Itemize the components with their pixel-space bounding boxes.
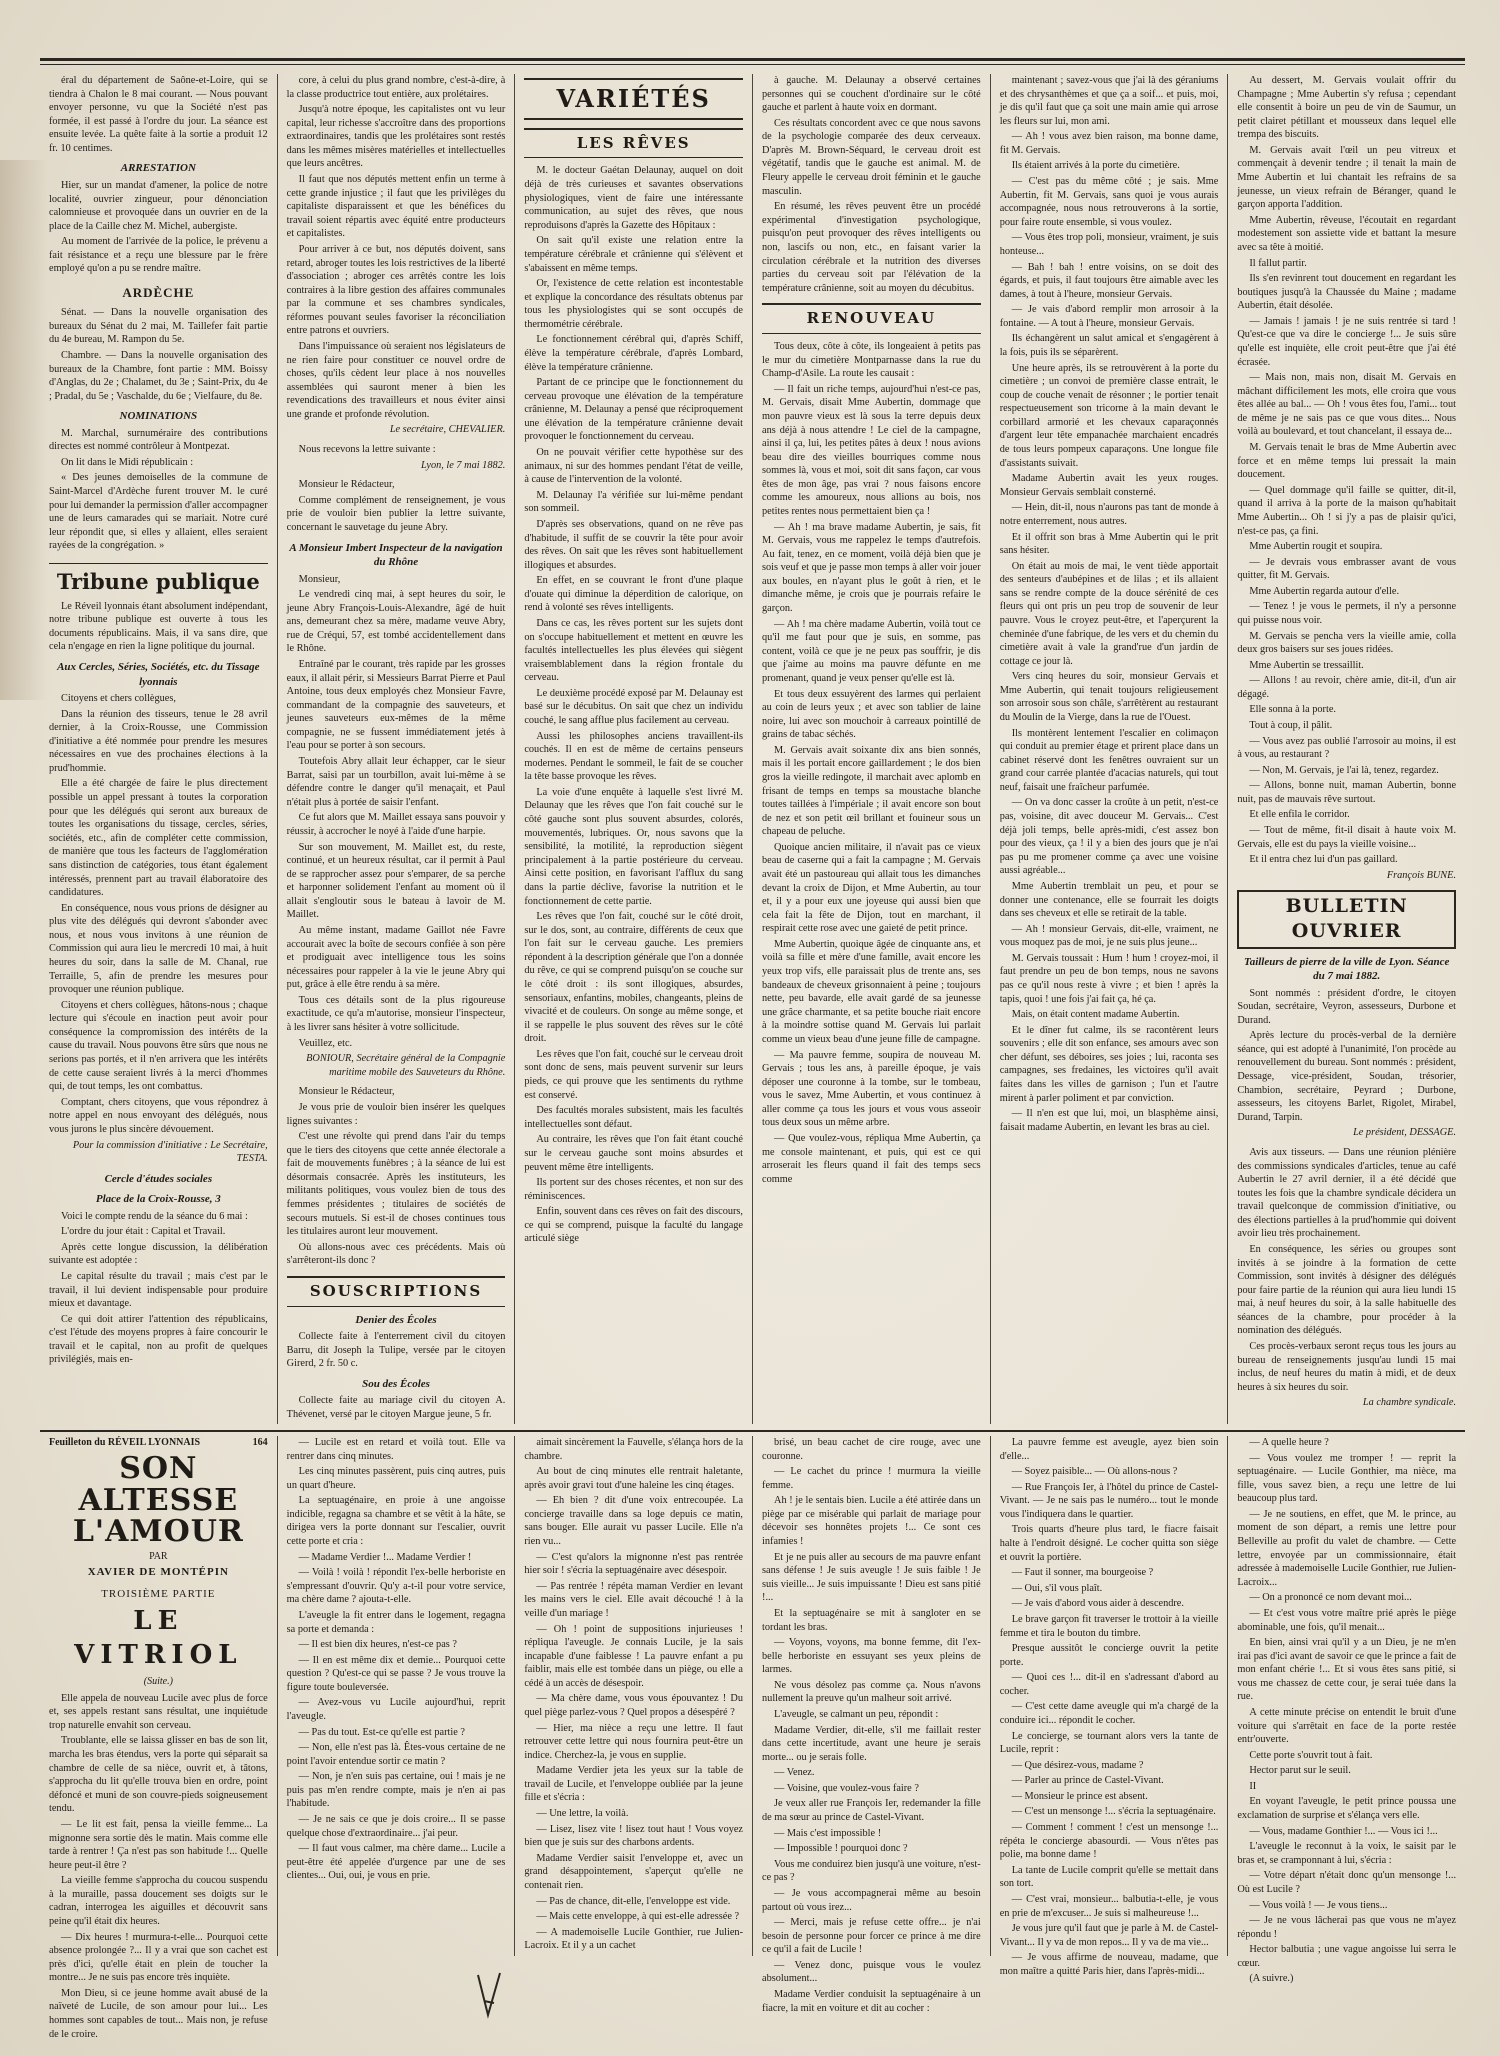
paragraph: Quoique ancien militaire, il n'avait pas ce vieux beau de caserne qui a fait la campagne ; M. Gervais avait été un pastoureau qui allait tous les dimanches devant la croix de Dijon, et Mme Aubertin, au tour et, il y a pour eux une joyeuse qui aussi bien que cela fait la fête de Dijon, tout en marchant, il respirait cette rose avec une gaieté de petit prince. xyxy=(762,841,981,935)
paragraph: Monsieur le Rédacteur, xyxy=(298,479,395,491)
feuilleton-paragraph: Le concierge, se tournant alors vers la tante de Lucile, reprit : xyxy=(999,1730,1219,1756)
upper-columns xyxy=(40,74,1465,1424)
paragraph: Mme Aubertin tremblait un peu, et pour se donner une contenance, elle se fourrait les doigts dans ses cheveux et elle se retirait de la table. xyxy=(999,880,1219,920)
paragraph: — Jamais ! jamais ! je ne suis rentrée si tard ! Qu'est-ce que va dire le concierge !... Je suis sûre qu'elle est inquiète, elle croit peut-être que j'ai été écrasée. xyxy=(1237,315,1457,368)
subheading: NOMINATIONS xyxy=(119,410,198,423)
paragraph: Le vendredi cinq mai, à sept heures du soir, le jeune Abry François-Louis-Alexandre, âgé de huit ans, demeurant chez sa mère, madame veuve Abry, rue de Créqui, 57, est tombé accidentellement dans le Rhône. xyxy=(286,589,506,655)
paragraph: — Allons, bonne nuit, maman Aubertin, bonne nuit, pas de mauvais rêve surtout. xyxy=(1237,780,1457,805)
paragraph: Collecte faite au mariage civil du citoyen A. Thévenet, versé par le citoyen Margue jeune, 5 fr. xyxy=(286,1395,506,1420)
paragraph: On sait qu'il existe une relation entre la température cérébrale et crânienne qui s'élèvent et s'abaissent en même temps. xyxy=(524,235,744,274)
boxed-heading: LES RÊVES xyxy=(524,128,743,159)
paragraph: — Non, M. Gervais, je l'ai là, tenez, regardez. xyxy=(1249,764,1439,776)
feuilleton-paragraph: — Oh ! point de suppositions injurieuses ! répliqua l'aveugle. Je connais Lucile, je la sais incapable d'une faiblesse ! La pauvre enfant a pu faiblir, mais elle est tombée dans un piège, ou elle a cédé à un accès de désespoir. xyxy=(524,1623,744,1689)
feuilleton-paragraph: — Parler au prince de Castel-Vivant. xyxy=(1011,1775,1164,1787)
feuilleton-paragraph: Et la septuagénaire se mit à sangloter en se tordant les bras. xyxy=(762,1607,981,1633)
paragraph: Partant de ce principe que le fonctionnement du cerveau provoque une élévation de la température crânienne, M. Delaunay a pensé que réciproquement une élévation de la température crânienne devait provoquer le fonctionnement du cerveau. xyxy=(524,377,744,443)
feuilleton-paragraph: En voyant l'aveugle, le petit prince poussa une exclamation de surprise et s'élança vers elle. xyxy=(1237,1796,1457,1822)
paragraph: Monsieur le Rédacteur, xyxy=(298,1086,395,1098)
feuilleton-paragraph: Les cinq minutes passèrent, puis cinq autres, puis un quart d'heure. xyxy=(286,1466,506,1491)
feuilleton-paragraph: — Que désirez-vous, madame ? xyxy=(1011,1759,1144,1771)
paragraph: — Ma pauvre femme, soupira de nouveau M. Gervais ; tous les ans, à pareille époque, je vais déposer une couronne à la tombe, sur le tombeau, vous le savez, Mme Aubertin, et vous continuez à aller comme ça tous les jours et vous vous asseoir tous deux sous un même arbre. xyxy=(762,1049,981,1129)
feuilleton-paragraph: aimait sincèrement la Fauvelle, s'élança hors de la chambre. xyxy=(524,1437,744,1462)
paragraph: — Ah ! ma chère madame Aubertin, voilà tout ce qu'il me faut pour que je suis, en somme, pas content, voilà ce que je ne peux pas souffrir, je dis que j'aime au moins ma pauvre défunte en me promenant, quand je veux penser qu'elle est là. xyxy=(762,618,981,684)
feuilleton-paragraph: Trois quarts d'heure plus tard, le fiacre faisait halte à l'endroit désigné. Le cocher quitta son siège et ouvrit la portière. xyxy=(999,1524,1219,1563)
paragraph: Mme Aubertin se tressaillit. xyxy=(1249,659,1364,671)
signature: François BUNE. xyxy=(1386,869,1457,881)
paragraph: C'est une révolte qui prend dans l'air du temps que le tiers des citoyens que cette année électorale a fait de mouvements funèbres ; à la séance de lui est désormais consacrée. Après les instituteurs, les militants politiques, vous voulez bien de tous des femmes présidentes ; titulaires de sociétés de secours mutuels. Si est-il de choses continues tous les titulaires auront leur mouvement. xyxy=(286,1131,506,1238)
feuilleton-header-label: Feuilleton du RÉVEIL LYONNAIS xyxy=(49,1437,201,1448)
paragraph: M. Gervais avait soixante dix ans bien sonnés, mais il les portait encore gaillardement ; le dos bien gros la vieille redingote, il marchait avec aplomb en frisant de temps en temps sa moustache blanche toutes taillées à l'impériale ; il avait encore son bout de nez et son petit œil brillant et fouineur sous un chapeau de peluche. xyxy=(762,744,981,838)
signature: Pour la commission d'initiative : Le Secrétaire, TESTA. xyxy=(72,1139,268,1165)
paragraph: Ils s'en revinrent tout doucement en regardant les boutiques jusqu'à la Chaussée du Maine ; madame Aubertin, était désolée. xyxy=(1237,273,1457,312)
feuilleton-paragraph: Madame Verdier, dit-elle, s'il me faillait rester dans cette incertitude, avant une heure je serais morte... ou je serais folle. xyxy=(762,1724,981,1763)
feuilleton-part: TROISIÈME PARTIE xyxy=(101,1588,216,1601)
feuilleton-paragraph: II xyxy=(1249,1780,1257,1792)
paragraph: — Bah ! bah ! entre voisins, on se doit des égards, et puis, il faut toujours être aimable avec les dames, à tout à l'heure, monsieur Gervais. xyxy=(999,261,1219,300)
paragraph: — Vous avez pas oublié l'arrosoir au moins, il est à vous, au restaurant ? xyxy=(1237,735,1457,761)
subheading: Denier des Écoles xyxy=(355,1313,437,1326)
feuilleton-paragraph: — Il en est même dix et demie... Pourquoi cette question ? Qu'est-ce qui se passe ? Je vous trouve la figure toute bouleversée. xyxy=(286,1654,506,1693)
paragraph: — Que voulez-vous, répliqua Mme Aubertin, ça me console maintenant, et puis, qui est ce qui arroserait les fleurs quand il fait des temps secs comme xyxy=(762,1133,981,1185)
feuilleton-paragraph: — Vous voilà ! — Je vous tiens... xyxy=(1249,1899,1388,1911)
paragraph: En effet, en se couvrant le front d'une plaque d'ouate qui diminue la déperdition de calorique, on rend à volonté ses rêves intelligents. xyxy=(524,575,744,614)
paragraph: La voie d'une enquête à laquelle s'est livré M. Delaunay que les rêves que l'on fait couché sur le côté gauche sont plus souvent absurdes, colorés, mouvementés, lubriques. Or, nous savons que la sensibilité, la motilité, la reproduction siègent principalement à la partie postérieure du cerveau. Ainsi cette position, en favorisant l'afflux du sang dans la partie déclive, favorise la nutrition et le fonctionnement de cette partie. xyxy=(524,786,744,907)
feuilleton-paragraph: — Mais c'est impossible ! xyxy=(774,1827,882,1839)
paragraph: En conséquence, les séries ou groupes sont invités à se joindre à la formation de cette Commission, sont invités à désigner des délégués pour faire partie de la réunion qui aura lieu lundi 15 mai, à neuf heures du soir, à la salle habituelle des séances de la chambre, pour procéder à la nomination des délégués. xyxy=(1237,1243,1457,1337)
paragraph: L'ordre du jour était : Capital et Travail. xyxy=(61,1226,226,1238)
paragraph: Dans la réunion des tisseurs, tenue le 28 avril dernier, à la Croix-Rousse, une Commission d'initiative a été nommée pour prendre les mesures nécessaires en vue des prochaines élections à la prud'hommie. xyxy=(49,708,268,774)
top-rule-thin xyxy=(40,64,1465,65)
feuilleton-paragraph: Ah ! je le sentais bien. Lucile a été attirée dans un piège par ce misérable qui parlait de mariage pour décevoir ses honnêtes projets !... Ce sont ces infamies ! xyxy=(762,1495,981,1548)
feuilleton-paragraph: Ne vous désolez pas comme ça. Nous n'avons nullement la preuve qu'un malheur soit arrivé. xyxy=(762,1679,981,1705)
paragraph: On ne pouvait vérifier cette hypothèse sur des animaux, ni sur des hommes pendant l'état de veille, à cause de l'intervention de la volonté. xyxy=(524,447,744,486)
paragraph: Au dessert, M. Gervais voulait offrir du Champagne ; Mme Aubertin s'y refusa ; cependant elle consentit à boire un peu de vin de Saumur, un petit clairet pétillant et mousseux dans lequel elle trempa des biscuits. xyxy=(1237,75,1457,141)
feuilleton-paragraph: — Pas du tout. Est-ce qu'elle est partie ? xyxy=(298,1726,465,1738)
feuilleton-paragraph: Cette porte s'ouvrit tout à fait. xyxy=(1249,1749,1373,1761)
paragraph: Dans l'impuissance où seraient nos législateurs de ne rien faire pour constituer ce nouvel ordre de choses, qu'ils cèdent leur place à nos nouvelles assemblées qui sauront mener à bien les revendications des travailleurs et nous éviter ainsi une grande et profonde révolution. xyxy=(286,340,506,420)
paragraph: Ce qui doit attirer l'attention des républicains, c'est l'étude des moyens propres à faire concourir le travail et le capital, non au profit de quelques privilégiés, mais en- xyxy=(49,1313,268,1366)
feuilleton-paragraph: — Eh bien ? dit d'une voix entrecoupée. La concierge travaille dans sa loge depuis ce matin, sans bouger. Elle aurait vu passer Lucile. Elle n'a rien vu... xyxy=(524,1495,744,1548)
paragraph: Ce fut alors que M. Maillet essaya sans pouvoir y réussir, à accrocher le noyé à l'aide d'une harpie. xyxy=(286,812,506,837)
paragraph: — Hein, dit-il, nous n'aurons pas tant de monde à notre enterrement, nous autres. xyxy=(999,502,1219,527)
paragraph: Les rêves que l'on fait, couché sur le côté droit, sur le dos, sont, au contraire, différents de ceux que l'on fait sur le cerveau gauche. Les premiers répondent à la description générale que l'on a donnée du rêve, ce qui se comprend puisqu'on se couche sur le côté droit : ils sont illogiques, absurdes, sensoriaux, enfantins, mobiles, changeants, pleins de vivacité et de couleurs. On songe au même songe, et il se rappelle le plus souvent des rêves sur le côté droit. xyxy=(524,911,744,1045)
feuilleton-paragraph: Hector parut sur le seuil. xyxy=(1249,1765,1351,1777)
feuilleton-paragraph: Hector balbutia ; une vague angoisse lui serra le cœur. xyxy=(1237,1944,1457,1969)
feuilleton-paragraph: Mon Dieu, si ce jeune homme avait abusé de la naïveté de Lucile, de son amour pour lui... Les hommes sont capables de tout... Mais non, je refuse de le croire. xyxy=(49,1987,268,2040)
paragraph: Le deuxième procédé exposé par M. Delaunay est basé sur le décubitus. On sait que chez un individu couché, le sang afflue plus facilement au cerveau. xyxy=(524,687,744,727)
feuilleton-paragraph: — Non, je n'en suis pas certaine, oui ! mais je ne puis pas m'en rendre compte, mais je n'en ai pas l'habitude. xyxy=(286,1771,506,1810)
paragraph: — C'est pas du même côté ; je sais. Mme Aubertin, fit M. Gervais, sans quoi je vous aurais accompagnée, nous nous retrouverons à la sortie, pour faire route ensemble, si vous voulez. xyxy=(999,176,1219,228)
feuilleton-header xyxy=(49,1436,268,1449)
paragraph: Ces procès-verbaux seront reçus tous les jours au bureau de renseignements jusqu'au lundi 15 mai inclus, de neuf heures du matin à midi, et de deux heures à six heures du soir. xyxy=(1237,1341,1457,1393)
italic-note: Place de la Croix-Rousse, 3 xyxy=(95,1193,221,1206)
paragraph: Sur son mouvement, M. Maillet est, du reste, continué, et un heureux résultat, car il permit à Paul de se rapprocher assez pour s'emparer, de sa perche et harponner solidement l'enfant au moment où il allait s'engloutir sous le bateau à lavoir de M. Maillet. xyxy=(286,841,506,921)
feuilleton-paragraph: Je vous jure qu'il faut que je parle à M. de Castel-Vivant... Il y va de mon repos... Il y va de ma vie... xyxy=(999,1923,1219,1948)
subheading: Sou des Écoles xyxy=(362,1377,430,1390)
feuilleton-paragraph: — Et c'est vous votre maître prié après le piège abominable, une fois, qu'il menait... xyxy=(1237,1607,1457,1633)
feuilleton-paragraph: — Vous voulez me tromper ! — reprit la septuagénaire. — Lucile Gonthier, ma nièce, ma fille, vous savez bien, a reçu une lettre de lui beaucoup plus tard. xyxy=(1237,1452,1457,1505)
column-5 xyxy=(991,74,1229,1424)
paragraph: Le capital résulte du travail ; mais c'est par le travail, il lui devient indispensable pour produire mieux et davantage. xyxy=(49,1271,268,1310)
feuilleton-paragraph: — Quoi ces !... dit-il en s'adressant d'abord au cocher. xyxy=(999,1672,1219,1697)
paragraph: — Allons ! au revoir, chère amie, dit-il, d'un air dégagé. xyxy=(1237,675,1457,700)
paragraph: Citoyens et chers collègues, xyxy=(61,693,176,705)
feuilleton-paragraph: Madame Verdier saisit l'enveloppe et, avec un grand désappointement, s'aperçut qu'elle ne contenait rien. xyxy=(524,1852,744,1891)
subheading: ARRESTATION xyxy=(120,162,196,175)
paragraph: Toutefois Abry allait leur échapper, car le sieur Barrat, saisi par un tourbillon, avait lui-même à se défendre contre le danger qu'il menaçait, et Paul n'était plus à portée de saisir l'enfant. xyxy=(286,756,506,808)
paragraph: Il fallut partir. xyxy=(1249,257,1307,269)
feuilleton-paragraph: — Le lit est fait, pensa la vieille femme... La mignonne sera sortie dès le matin. Mais comme elle tarde à rentrer ! Ça n'est pas son habitude !... Quelle heure peut-il être ? xyxy=(49,1818,268,1871)
feuilleton-paragraph: — Je ne vous lâcherai pas que vous ne m'ayez répondu ! xyxy=(1237,1915,1457,1940)
feuilleton-column-1 xyxy=(40,1436,278,2040)
pen-mark xyxy=(470,1965,510,2025)
paragraph: Au moment de l'arrivée de la police, le prévenu a fait résistance et a reçu une blessure par le frère employé qu'on a pu se rendre maître. xyxy=(49,236,268,275)
subheading: Cercle d'études sociales xyxy=(104,1172,213,1185)
feuilleton-paragraph: — Je vous accompagnerai même au besoin partout où vous irez... xyxy=(762,1887,981,1913)
feuilleton-paragraph: Madame Verdier conduisit la septuagénaire à un fiacre, la mit en voiture et dit au cocher : xyxy=(762,1988,981,2014)
feuilleton-paragraph: Le brave garçon fit traverser le trottoir à la vieille femme et tira le bouton du timbre. xyxy=(999,1613,1219,1639)
paragraph: Mme Aubertin rougit et soupira. xyxy=(1249,541,1383,553)
feuilleton-paragraph: La vieille femme s'approcha du coucou suspendu à la muraille, passa doucement ses doigts sur le cadran, interrogea les aiguilles et découvrit sans peine qu'il était dix heures. xyxy=(49,1875,268,1927)
feuilleton-text-1 xyxy=(49,1692,268,2041)
paragraph: Et il offrit son bras à Mme Aubertin qui le prit sans hésiter. xyxy=(999,531,1219,557)
paragraph: Et le dîner fut calme, ils se racontèrent leurs souvenirs ; elle dit son enfance, ses amours avec son cher défunt, ses déboires, ses joies ; lui, raconta ses campagnes, ses fredaines, les victoires qu'il avait faites dans les villes de garnison ; l'un et l'autre mirent à parler poliment et par conviction. xyxy=(999,1024,1219,1104)
feuilleton-paragraph: A cette minute précise on entendit le bruit d'une voiture qui s'arrêtait en face de la porte restée entr'ouverte. xyxy=(1237,1706,1457,1746)
feuilleton-paragraph: La pauvre femme est aveugle, ayez bien soin d'elle... xyxy=(999,1437,1219,1462)
paragraph: Mme Aubertin regarda autour d'elle. xyxy=(1249,585,1400,597)
feuilleton-paragraph: — Voisine, que voulez-vous faire ? xyxy=(774,1782,919,1794)
feuilleton-paragraph: — Je vous affirme de nouveau, madame, que mon maître a quitté Paris hier, dans l'après-midi... xyxy=(999,1952,1219,1977)
signature: Lyon, le 7 mai 1882. xyxy=(420,459,506,471)
feuilleton-paragraph: Presque aussitôt le concierge ouvrit la petite porte. xyxy=(999,1643,1219,1668)
paragraph: Or, l'existence de cette relation est incontestable et explique la concordance des résultats obtenus par tous les physiologistes qui se sont occupés de thermométrie cérébrale. xyxy=(524,278,744,330)
section-title: Tribune publique xyxy=(49,563,268,596)
paragraph: — On va donc casser la croûte à un petit, n'est-ce pas, voisine, dit avec douceur M. Gervais... C'est déjà joli temps, belle après-midi, c'est assez bon pour des vieux, ça ! il y a bien des jours que je n'ai pas pu me promener comme ça avec une voisine aussi agréable... xyxy=(999,797,1219,877)
feuilleton-paragraph: — Il faut vous calmer, ma chère dame... Lucile a peut-être été appelée d'urgence par une de ses clientes... Oui, oui, je vous en prie. xyxy=(286,1843,506,1882)
paragraph: — Tout de même, fit-il disait à haute voix M. Gervais, elle est du pays la vieille voisine... xyxy=(1237,825,1457,850)
feuilleton-paragraph: L'aveugle la fit entrer dans le logement, regagna sa porte et demanda : xyxy=(286,1609,506,1635)
paragraph: Hier, sur un mandat d'amener, la police de notre localité, ouvrier zingueur, pour dénonciation calomnieuse et provoquée dans un ouvrier en de la place de la Caille chez M. Michel, aubergiste. xyxy=(49,179,268,232)
column-6 xyxy=(1228,74,1465,1424)
paragraph: Tous ces détails sont de la plus rigoureuse exactitude, ce qu'a m'autorise, monsieur l'inspecteur, à les livrer sans hésiter à votre sollicitude. xyxy=(286,994,506,1034)
feuilleton-paragraph: Je veux aller rue François Ier, redemander la fille de ma sœur au prince de Castel-Vivant. xyxy=(762,1798,981,1824)
paragraph: Ils portent sur des choses récentes, et non sur des réminiscences. xyxy=(524,1177,744,1202)
paragraph: Et tous deux essuyèrent des larmes qui perlaient au coin de leurs yeux ; et avec son tablier de laine noire, lui avec son mouchoir à carreaux pointillé de grains de tabac séchés. xyxy=(762,688,981,741)
feuilleton-paragraph: — Lucile est en retard et voilà tout. Elle va rentrer dans cinq minutes. xyxy=(286,1437,506,1462)
paragraph: Collecte faite à l'enterrement civil du citoyen Barru, dit Joseph la Tulipe, versée par le citoyen Girerd, 2 fr. 50 c. xyxy=(286,1331,506,1370)
paragraph: M. Gervais toussait : Hum ! hum ! croyez-moi, il faut prendre un peu de bon temps, nous ne savons pas ce qu'il nous reste à vivre ; et bien ! après la tapis, quoi ! une fois j'ai fait ça, hé ça. xyxy=(999,952,1219,1005)
column-2 xyxy=(278,74,516,1424)
paragraph: En résumé, les rêves peuvent être un procédé expérimental d'investigation psychologique, puisqu'on peut provoquer des rêves intelligents ou non, lascifs ou non, etc., en faisant varier la circulation cérébrale et la nutrition des diverses parties du cerveau soit par l'élévation de la température crânienne, soit au moyen du décubitus. xyxy=(762,201,981,294)
paragraph: M. le docteur Gaétan Delaunay, auquel on doit déjà de très curieuses et savantes observations physiologiques, vient de faire une intéressante communication, au sujet des rêves, que nous reproduisons d'après la Gazette des Hôpitaux : xyxy=(524,165,744,231)
feuilleton-paragraph: — Ma chère dame, vous vous épouvantez ! Du quel piège parlez-vous ? Quel propos a désespéré ? xyxy=(524,1693,744,1718)
feuilleton-chapter: LE VITRIOL xyxy=(74,1605,243,1671)
italic-note: A Monsieur Imbert Inspecteur de la navigation du Rhône xyxy=(289,541,503,569)
paragraph: Veuillez, etc. xyxy=(298,1037,353,1049)
column-4 xyxy=(753,74,991,1424)
feuilleton-title: SON ALTESSE L'AMOUR xyxy=(72,1451,244,1550)
paragraph: — Je vais d'abord remplir mon arrosoir à la fontaine. — A tout à l'heure, monsieur Gervais. xyxy=(999,304,1219,329)
feuilleton-paragraph: — Voilà ! voilà ! répondit l'ex-belle herboriste en s'empressant d'ouvrir. Qu'y a-t-il pour votre service, ma chère dame ? ajouta-t-elle. xyxy=(286,1567,506,1606)
feuilleton-paragraph: Troublante, elle se laissa glisser en bas de son lit, marcha les bras étendus, vers la porte qui séparait sa chambre de celle de sa nièce, ouvrit et, à tâtons, s'approcha du lit qu'elle trouva bien en ordre, point défoncé et muni de son couvre-pieds soigneusement tendu. xyxy=(49,1735,268,1815)
feuilleton-paragraph: — Comment ! comment ! c'est un mensonge !... répéta le concierge abasourdi. — Vous n'êtes pas polie, ma bonne dame ! xyxy=(999,1822,1219,1861)
feuilleton-paragraph: (A suivre.) xyxy=(1249,1973,1294,1985)
paragraph: Le Réveil lyonnais étant absolument indépendant, notre tribune publique est ouverte à tous les documents républicains. Mais, il va sans dire, que cela n'engage en rien la ligne politique du journal. xyxy=(49,600,268,653)
feuilleton-paragraph: — Une lettre, la voilà. xyxy=(536,1808,629,1820)
paragraph: maintenant ; savez-vous que j'ai là des géraniums et des chrysanthèmes et que ça a soif... et puis, moi, je dis qu'il faut que ça soit une main amie qui arrose les fleurs sur lui, mon ami. xyxy=(999,75,1219,127)
feuilleton-paragraph: — Voyons, voyons, ma bonne femme, dit l'ex-belle herboriste en essuyant ses yeux pleins de larmes. xyxy=(762,1637,981,1676)
feuilleton-paragraph: — C'est cette dame aveugle qui m'a chargé de la conduire ici... répondit le cocher. xyxy=(999,1701,1219,1726)
feuilleton-paragraph: Vous me conduirez bien jusqu'à une voiture, n'est-ce pas ? xyxy=(762,1858,981,1884)
feuilleton-paragraph: brisé, un beau cachet de cire rouge, avec une couronne. xyxy=(762,1437,981,1462)
feuilleton-paragraph: — Je ne sais ce que je dois croire... Il se passe quelque chose d'extraordinaire... j'ai peur. xyxy=(286,1814,506,1839)
paragraph: « Des jeunes demoiselles de la commune de Saint-Marcel d'Ardèche furent trouver M. le curé pour lui demander la permission d'aller accompagner une de leurs camarades qui se mariait. Notre curé leur répondit que, si elles y allaient, elles seraient rayées de la congrégation. » xyxy=(49,472,268,552)
paragraph: Tout à coup, il pâlit. xyxy=(1249,720,1333,732)
column-1 xyxy=(40,74,278,1424)
feuilleton-paragraph: L'aveugle le reconnut à la voix, le saisit par le bras et, se cramponnant à lui, s'écria : xyxy=(1237,1841,1457,1866)
paragraph: core, à celui du plus grand nombre, c'est-à-dire, à la classe productrice tout entière, aux prolétaires. xyxy=(286,75,506,100)
feuilleton-paragraph: Et je ne puis aller au secours de ma pauvre enfant sans défense ! Je suis aveugle ! Je suis faible ! Je suis vieille... Je suis impuissante ! Dieu est sans pitié !... xyxy=(762,1551,981,1604)
feuilleton-paragraph: — C'est vrai, monsieur... balbutia-t-elle, je vous en prie de m'excuser... Je suis si malheureuse !... xyxy=(999,1893,1219,1919)
paragraph: Au même instant, madame Gaillot née Favre accourait avec la boîte de secours confiée à son père et prodiguait avec intelligence tous les soins nécessaires pour rappeler à la vie le jeune Abry qui put, grâce à elle être rendu à sa mère. xyxy=(286,924,506,991)
paragraph: Après lecture du procès-verbal de la dernière séance, qui est adopté à l'unanimité, l'on procède au renouvellement du bureau. Sont nommés : président, Dessage, vice-président, Soudan, trésorier, Chambion, secrétaire, Peyrard ; Durbone, assesseurs, les citoyens Barlet, Rigolet, Mirabel, Durand, Tarpin. xyxy=(1237,1030,1457,1123)
paragraph: M. Gervais tenait le bras de Mme Aubertin avec force et en même temps lui pressait la main doucement. xyxy=(1237,442,1457,481)
paragraph: Une heure après, ils se retrouvèrent à la porte du cimetière ; un convoi de première classe entrait, le coup de couche venait de résonner ; le portier tenait respectueusement son tricorne à la main devant le corbillard armorié et les chevaux caparaçonnés d'argent leur tête empanachée marchaient encadrés de tous leurs pompeux caparaçons. Une longue file d'assistants suivait. xyxy=(999,362,1219,469)
signature: Le secrétaire, CHEVALIER. xyxy=(389,424,506,436)
paragraph: — Il fait un riche temps, aujourd'hui n'est-ce pas, M. Gervais, disait Mme Aubertin, dommage que mon pauvre vieux est là sous la terre depuis deux ans déjà à nous attendre ! Le ciel de la campagne, ainsi il ça, lui, les petites pâtes à deux ! nous avions beau dire des vieilles bourriques comme nous sommes là, vous et moi, soit dit sans façon, car vous êtes de mon âge, pas vrai ? nous faisons encore comme les amoureux, nous allions au bois, nos petites rentes nous permettaient bien ça ! xyxy=(762,383,981,517)
paragraph: Citoyens et chers collègues, hâtons-nous ; chaque lecture qui s'écoule en inaction peut avoir pour conséquence la compromission des intérêts de la cause du travail. Nous pouvons être sûrs que nous ne serions pas portés, et il n'en arrivera que les intérêts de cette cause seraient livrés à la merci d'hommes qui, de tout temps, les ont combattus. xyxy=(49,999,268,1093)
feuilleton-paragraph: — On a prononcé ce nom devant moi... xyxy=(1249,1592,1412,1604)
paragraph: M. Marchal, surnuméraire des contributions directes est nommé contrôleur à Montpezat. xyxy=(49,427,268,453)
paragraph: — Mais non, mais non, disait M. Gervais en mâchant difficilement les mots, elle croira que vous êtes allée au bal... — Oh ! vous êtes fou, l'ami... tout de même je ne sais pas ce que vous dites... Nous voilà au boulevard, et tout chancelant, il essaya de... xyxy=(1237,372,1457,438)
paragraph: Monsieur, xyxy=(298,573,341,585)
feuilleton-column-3 xyxy=(515,1436,753,1956)
section-title: VARIÉTÉS xyxy=(524,78,743,120)
paragraph: M. Delaunay l'a vérifiée sur lui-même pendant son sommeil. xyxy=(524,489,744,515)
feuilleton-paragraph: — Pas rentrée ! répéta maman Verdier en levant les mains vers le ciel. Elle avait découché ! à la veille d'un mariage ! xyxy=(524,1580,744,1619)
paragraph: Tous deux, côte à côte, ils longeaient à petits pas le mur du cimetière Montparnasse dans la rue du Champ-d'Asile. La route les causait : xyxy=(762,341,981,380)
feuilleton-paragraph: — Venez donc, puisque vous le voulez absolument... xyxy=(762,1959,981,1985)
feuilleton-divider xyxy=(40,1430,1465,1432)
paragraph: On lit dans le Midi républicain : xyxy=(61,456,194,468)
feuilleton-paragraph: — Il est bien dix heures, n'est-ce pas ? xyxy=(298,1639,457,1651)
paragraph: Mme Aubertin, rêveuse, l'écoutait en regardant modestement son assiette vide et battant la mesure avec sa tête à moitié. xyxy=(1237,214,1457,253)
paragraph: à gauche. M. Delaunay a observé certaines personnes qui se couchent d'ordinaire sur le côté gauche et parlent à haute voix en dormant. xyxy=(762,75,981,114)
feuilleton-paragraph: La tante de Lucile comprit qu'elle se mettait dans son tort. xyxy=(999,1864,1219,1890)
feuilleton-paragraph: Madame Verdier jeta les yeux sur la table de travail de Lucile, et l'enveloppe oubliée par la jeune fille et s'écria : xyxy=(524,1765,744,1804)
feuilleton-paragraph: — Pas de chance, dit-elle, l'enveloppe est vide. xyxy=(536,1895,731,1907)
feuilleton-column-4 xyxy=(753,1436,991,2014)
feuilleton-paragraph: Au bout de cinq minutes elle rentrait haletante, après avoir gravi tout d'une haleine les cinq étages. xyxy=(524,1466,744,1491)
paragraph: M. Gervais avait l'œil un peu vitreux et commençait à devenir tendre ; il tenait la main de Mme Aubertin et lui chantait les refrains de sa jeunesse, un vieux refrain de Béranger, quand le garçon apporta l'addition. xyxy=(1237,144,1457,211)
paragraph: En conséquence, nous vous prions de désigner au plus vite des délégués qui devront s'abonder avec nous, et nous vous invitons à une réunion de Commission qui aura lieu le mercredi 10 mai, à huit heures du soir, dans la salle de M. Chanal, rue Terraille, 5, afin de prendre les mesures pour provoquer une réunion publique. xyxy=(49,902,268,996)
feuilleton-paragraph: — Merci, mais je refuse cette offre... je n'ai besoin de personne pour forcer ce prince à me dire ce qu'il a fait de Lucile ! xyxy=(762,1917,981,1956)
paragraph: éral du département de Saône-et-Loire, qui se tiendra à Chalon le 8 mai courant. — Nous pouvant envoyer personne, vu que la Société n'est pas formée, il est passé à l'ordre du jour. La séance est ensuite levée. La quête faite à la sortie a produit 12 fr. 10 centimes. xyxy=(49,75,268,154)
feuilleton-par: PAR xyxy=(149,1550,168,1562)
paragraph: Comme complément de renseignement, je vous prie de vouloir bien publier la lettre suivante, concernant le sauvetage du jeune Abry. xyxy=(286,494,506,533)
paragraph: — Vous êtes trop poli, monsieur, vraiment, je suis honteuse... xyxy=(999,232,1219,257)
feuilleton-paragraph: — Impossible ! pourquoi donc ? xyxy=(774,1843,908,1855)
feuilleton-author: XAVIER DE MONTÉPIN xyxy=(87,1565,229,1578)
paragraph: — Tenez ! je vous le permets, il n'y a personne qui puisse nous voir. xyxy=(1237,601,1457,626)
feuilleton-paragraph: — Faut il sonner, ma bourgeoise ? xyxy=(1011,1567,1154,1579)
paragraph: Sénat. — Dans la nouvelle organisation des bureaux du Sénat du 2 mai, M. Taillefer fait partie du 4e bureau, M. Rampon du 5e. xyxy=(49,307,268,346)
feuilleton-paragraph: — Soyez paisible... — Où allons-nous ? xyxy=(1011,1466,1178,1478)
paragraph: D'après ses observations, quand on ne rêve pas d'habitude, il suffit de se couvrir la tête pour avoir des rêves. On sait que les rêves sont habituellement illogiques et absurdes. xyxy=(524,518,744,571)
paragraph: Ils montèrent lentement l'escalier en colimaçon qui conduit au premier étage et prirent place dans un cabinet réservé dont les fenêtres ouvraient sur un grand cour carrée plantée d'acacias naturels, qui tout neuf, faisait une fraîcheur parfumée. xyxy=(999,727,1219,793)
paragraph: Après cette longue discussion, la délibération suivante est adoptée : xyxy=(49,1241,268,1267)
feuilleton-number: 164 xyxy=(252,1437,268,1448)
feuilleton-paragraph: — Oui, s'il vous plaît. xyxy=(1011,1582,1103,1594)
paragraph: Elle a été chargée de faire le plus directement possible un appel pressant à toutes la corporation pour que les délégués qui seront aux bureaux de toutes les organisations du tissage, cercles, séries, sociétés, etc., afin de compléter cette commission, de manière que tous les facteurs de l'agglomération sans distinction de catégories, tous étant également intéressés, prennent part au travail élaboratoire des candidatures. xyxy=(49,778,268,899)
feuilleton-column-2 xyxy=(278,1436,516,1956)
paragraph: Mais, on était content madame Aubertin. xyxy=(1011,1009,1180,1021)
top-rule xyxy=(40,58,1465,61)
paragraph: Madame Aubertin avait les yeux rouges. Monsieur Gervais semblait consterné. xyxy=(999,473,1219,498)
paragraph: Entraîné par le courant, très rapide par les grosses eaux, il allait périr, si Messieurs Barrat Pierre et Paul Antoine, tous deux employés chez Monsieur Favre, commandant de la compagnie des sauveteurs, et jeunes sauveteurs eux-mêmes de la même compagnie, ne se fussent immédiatement jetés à l'eau pour se porter à son secours. xyxy=(286,659,506,752)
feuilleton-suite: (Suite.) xyxy=(143,1675,173,1687)
feuilleton-paragraph: — C'est qu'alors la mignonne n'est pas rentrée hier soir ! s'écria la septuagénaire avec désespoir. xyxy=(524,1551,744,1577)
paragraph: Chambre. — Dans la nouvelle organisation des bureaux de la Chambre, font partie : MM. Boissy d'Anglas, du 2e ; Chalamet, du 3e ; Saint-Prix, du 4e ; Pradal, du 5e ; Vaschalde, du 6e ; Vielfaure, du 8e. xyxy=(49,349,268,402)
paragraph: Vers cinq heures du soir, monsieur Gervais et Mme Aubertin, qui tenait toujours religieusement son arrosoir sous son châle, s'arrêtèrent au restaurant du Moulin de la Vierge, dans la rue de l'Ouest. xyxy=(999,671,1219,724)
paragraph: Le fonctionnement cérébral qui, d'après Schiff, élève la température cérébrale, d'après Lombard, élève la température crânienne. xyxy=(524,334,744,373)
paragraph: Je vous prie de vouloir bien insérer les quelques lignes suivantes : xyxy=(286,1101,506,1127)
paragraph: Pour arriver à ce but, nos députés doivent, sans retard, abroger toutes les lois restrictives de la liberté d'association ; abroger ces arrêtés contre les lois contraires à la libre gestion des affaires communales par la commune et ses chambres syndicales, réformes pouvant seules favoriser la réconciliation entre patrons et ouvriers. xyxy=(286,243,506,337)
signature: La chambre syndicale. xyxy=(1362,1397,1457,1409)
feuilleton-paragraph: — Monsieur le prince est absent. xyxy=(1011,1790,1148,1802)
subheading: Aux Cercles, Séries, Sociétés, etc. du Tissage lyonnais xyxy=(57,660,260,688)
paragraph: — Quel dommage qu'il faille se quitter, dit-il, quand il arriva à la porte de la maison qu'habitait Mme Aubertin... Oh ! si j'y a pas de plaisir qu'ici, n'est-ce pas, ça fini. xyxy=(1237,484,1457,537)
feuilleton-section xyxy=(40,1436,1465,2040)
paragraph: On était au mois de mai, le vent tiède apportait des senteurs d'aubépines et de lilas ; et ils allaient sans se rendre compte de la douce sérénité de ces fleurs qui ont pris un peu trop de souvenir de leur pauvre. Vous le croyez peut-être, et l'aperçurent la cheminée d'une fabrique, de les vers et du chemin du cimetière avait à vale la grand'rue d'un jardin de cottage ce jour là. xyxy=(999,560,1219,667)
paragraph: Comptant, chers citoyens, que vous répondrez à notre appel en nous envoyant des délégués, nous vous jurons le plus sincère dévouement. xyxy=(49,1096,268,1135)
italic-note: Tailleurs de pierre de la ville de Lyon. Séance du 7 mai 1882. xyxy=(1243,955,1450,983)
feuilleton-paragraph: — Je vais d'abord vous aider à descendre. xyxy=(1011,1598,1184,1610)
feuilleton-paragraph: — Rue François Ier, à l'hôtel du prince de Castel-Vivant. — Je ne sais pas le numéro... tout le monde vous l'indiquera dans le quartier. xyxy=(999,1481,1219,1520)
boxed-heading: SOUSCRIPTIONS xyxy=(287,1276,506,1307)
feuilleton-paragraph: — Avez-vous vu Lucile aujourd'hui, reprit l'aveugle. xyxy=(286,1697,506,1722)
paragraph: — Ah ! ma brave madame Aubertin, je sais, fit M. Gervais, vous me rappelez le temps d'autrefois. Au fait, tenez, en ce moment, voilà déjà bien que je sois veuf et que je passe mon temps à aller voir jouer aux boules, en n'ayant plus le goût à rien, et le dimanche même, je crois que je pourrais refaire le garçon. xyxy=(762,521,981,615)
paragraph: Sont nommés : président d'ordre, le citoyen Soudan, secrétaire, Veyron, assesseurs, Durbone et Durand. xyxy=(1237,987,1457,1026)
feuilleton-paragraph: L'aveugle, se calmant un peu, répondit : xyxy=(774,1708,939,1720)
section-heading: ARDÈCHE xyxy=(122,285,195,301)
feuilleton-paragraph: — Je ne soutiens, en effet, que M. le prince, au moment de son départ, a remis une lettre pour Belleville au profit du valet de chambre. — Cette lettre, envoyée par un commissionnaire, était adressée à mademoiselle Lucile Gonthier, rue Julien-Lacroix... xyxy=(1237,1508,1457,1588)
paragraph: — Ah ! monsieur Gervais, dit-elle, vraiment, ne vous moquez pas de moi, je ne suis plus jeune... xyxy=(999,923,1219,949)
feuilleton-paragraph: — Le cachet du prince ! murmura la vieille femme. xyxy=(762,1466,981,1491)
paragraph: Voici le compte rendu de la séance du 6 mai : xyxy=(61,1210,248,1222)
paragraph: Aussi les philosophes anciens travaillent-ils couchés. Il en est de même de certains penseurs modernes. Pendant le sommeil, le fait de se coucher la tête basse provoque les rêves. xyxy=(524,730,744,783)
feuilleton-column-6 xyxy=(1228,1436,1465,1985)
feuilleton-paragraph: La septuagénaire, en proie à une angoisse indicible, regagna sa chambre et se vêtit à la hâte, se dirigea vers la porte donnant sur l'escalier, ouvrit cette porte et cria : xyxy=(286,1495,506,1548)
paragraph: Nous recevons la lettre suivante : xyxy=(298,444,436,456)
paragraph: — Il n'en est que lui, moi, un blasphème ainsi, faisait madame Aubertin, en levant les bras au ciel. xyxy=(999,1108,1219,1133)
column-3 xyxy=(515,74,753,1424)
feuilleton-paragraph: — Mais cette enveloppe, à qui est-elle adressée ? xyxy=(536,1911,740,1923)
feuilleton-paragraph: — Vous, madame Gonthier !... — Vous ici !... xyxy=(1249,1825,1438,1837)
feuilleton-paragraph: En bien, ainsi vrai qu'il y a un Dieu, je ne m'en irai pas d'ici avant de savoir ce que le prince a fait de mon enfant chérie !... Et si vous êtes sans pitié, si vous me chassez de cette cour, je serai tuée dans la rue. xyxy=(1237,1637,1457,1703)
feuilleton-paragraph: Elle appela de nouveau Lucile avec plus de force et, ses appels restant sans résultat, une inquiétude trop naturelle envahit son cerveau. xyxy=(49,1692,268,1731)
paragraph: Il faut que nos députés mettent enfin un terme à cette grande injustice ; il faut que les privilèges du capitaliste disparaissent et que les bénéfices du travail soient répartis avec équité entre producteurs et capitalistes. xyxy=(286,174,506,240)
paragraph: Et il entra chez lui d'un pas gaillard. xyxy=(1249,854,1398,866)
paragraph: Des facultés morales subsistent, mais les facultés intellectuelles sont défaut. xyxy=(524,1105,744,1130)
paragraph: Avis aux tisseurs. — Dans une réunion plénière des commissions syndicales d'articles, tenue au café Aubertin le 27 avril dernier, il a été décidé que toutes les fois que la chambre syndicale décidera un travail quelconque de commission d'initiative, ou des élections partielles à la prud'hommie qui doivent avoir lieu très prochainement. xyxy=(1237,1146,1457,1240)
feuilleton-paragraph: — Hier, ma nièce a reçu une lettre. Il faut retrouver cette lettre qui nous fournira peut-être un indice. Cherchez-la, je vous en supplie. xyxy=(524,1722,744,1761)
paragraph: Les rêves que l'on fait, couché sur le cerveau droit sont donc de sens, mais peuvent survenir sur leurs pieds, ce qui prouve que les sentiments du rythme est conservé. xyxy=(524,1048,744,1101)
feuilleton-paragraph: — Lisez, lisez vite ! lisez tout haut ! Vous voyez bien que je suis sur des charbons ardents. xyxy=(524,1823,744,1849)
paragraph: Dans ce cas, les rêves portent sur les sujets dont on s'occupe habituellement et mettent en œuvre les facultés intellectuelles les plus élevées qui siègent vraisemblablement dans la région frontale du cerveau. xyxy=(524,617,744,684)
boxed-heading: RENOUVEAU xyxy=(762,303,981,334)
feuilleton-paragraph: — Dix heures ! murmura-t-elle... Pourquoi cette absence prolongée ?... Il y a vrai que son cachet est près d'ici, qu'elle était en plein de toucher la montre... Je ne suis pas encore très inquiète. xyxy=(49,1931,268,1984)
paragraph: Où allons-nous avec ces précédents. Mais où s'arrêteront-ils donc ? xyxy=(286,1241,506,1267)
paragraph: Et elle enfila le corridor. xyxy=(1249,809,1350,821)
paragraph: M. Gervais se pencha vers la vieille amie, colla deux gros baisers sur ses joues ridées. xyxy=(1237,630,1457,656)
signature: Le président, DESSAGE. xyxy=(1353,1127,1457,1139)
feuilleton-paragraph: — Venez. xyxy=(774,1767,815,1779)
paragraph: Au contraire, les rêves que l'on fait étant couché sur le cerveau gauche sont moins absurdes et peuvent même être intelligents. xyxy=(524,1134,744,1173)
paragraph: Enfin, souvent dans ces rêves on fait des discours, ce qui se comprend, puisque la faculté du langage articulé siège xyxy=(524,1206,744,1245)
paragraph: Elle sonna à la porte. xyxy=(1249,704,1336,716)
paragraph: Jusqu'à notre époque, les capitalistes ont vu leur capital, leur richesse s'accroître dans des proportions extraordinaires, tandis que les prolétaires sont restés dans les mêmes misères matérielles et intellectuelles que leurs ancêtres. xyxy=(286,104,506,170)
feuilleton-column-5 xyxy=(991,1436,1229,1977)
paragraph: Mme Aubertin, quoique âgée de cinquante ans, et voilà sa fille et mère d'une famille, avait encore les yeux trop vifs, elle paraissait plus de trente ans, ses bandeaux de cheveux grisonnaient à peine ; toujours nette, peu bavarde, elle avait gardé de sa jeunesse une grâce charmante, et sa petite bouche riait encore à la moindre sottise quand M. Gervais lui parlait comme un vieux beau d'une jeune fille de campagne. xyxy=(762,938,981,1045)
feuilleton-paragraph: — A mademoiselle Lucile Gonthier, rue Julien-Lacroix. Et il y a un cachet xyxy=(524,1926,744,1952)
paragraph: Ils étaient arrivés à la porte du cimetière. xyxy=(1011,160,1180,172)
paragraph: Ces résultats concordent avec ce que nous savons de la psychologie comparée des deux cerveaux. D'après M. Brown-Séquard, le cerveau droit est végétatif, tandis que le gauche est animal. M. de Fleury appelle le cerveau droit féminin et le gauche masculin. xyxy=(762,117,981,197)
feuilleton-paragraph: — C'est un mensonge !... s'écria la septuagénaire. xyxy=(1011,1806,1216,1818)
paragraph: Ils échangèrent un salut amical et s'engagèrent à la fois, puis ils se séparèrent. xyxy=(999,333,1219,358)
feuilleton-paragraph: — Non, elle n'est pas là. Êtes-vous certaine de ne point l'avoir entendue sortir ce matin ? xyxy=(286,1742,506,1767)
feuilleton-paragraph: — A quelle heure ? xyxy=(1249,1437,1329,1448)
signature: BONIOUR, Secrétaire général de la Compagnie maritime mobile des Sauveteurs du Rhône. xyxy=(306,1053,506,1078)
feuilleton-paragraph: — Madame Verdier !... Madame Verdier ! xyxy=(298,1551,472,1563)
paragraph: — Ah ! vous avez bien raison, ma bonne dame, fit M. Gervais. xyxy=(999,131,1219,156)
feuilleton-paragraph: — Votre départ n'était donc qu'un mensonge !... Où est Lucile ? xyxy=(1237,1870,1457,1895)
paragraph: — Je devrais vous embrasser avant de vous quitter, fit M. Gervais. xyxy=(1237,556,1457,582)
section-title: BULLETIN OUVRIER xyxy=(1237,890,1456,948)
